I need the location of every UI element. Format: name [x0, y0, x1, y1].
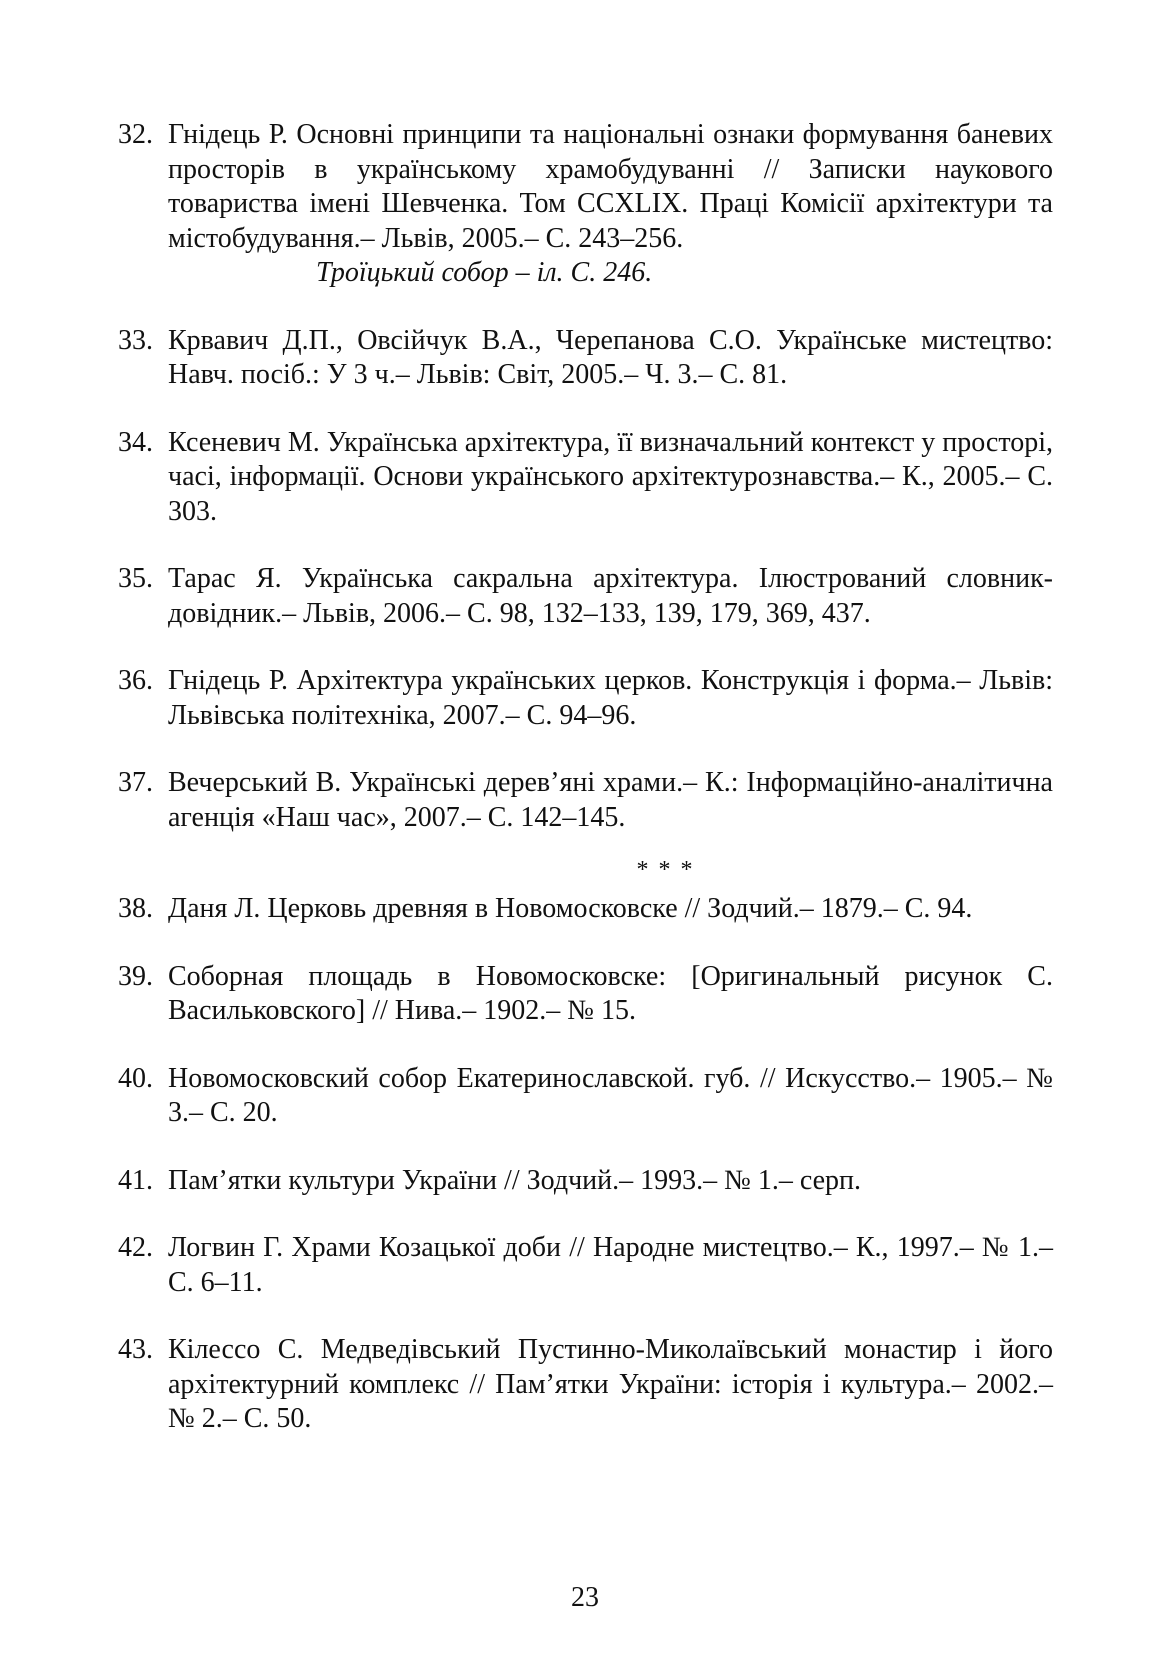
entry-number: 41.: [118, 1164, 153, 1196]
entry-number: 37.: [118, 767, 153, 798]
entry-text: Соборная площадь в Новомосковске: [Оригинальный рисунок С. Васильковского] // Нива.– 1902.– № 15.: [168, 960, 1053, 1026]
entry-text: Крвавич Д.П., Овсійчук В.А., Черепанова С.О. Українське мистецтво: Навч. посіб.: У 3 ч.– Львів: Світ, 2005.– Ч. 3.– С. 81.: [168, 324, 1053, 390]
section-separator: * * *: [636, 857, 695, 883]
bibliography-entry-40: [118, 1062, 1053, 1131]
entry-number: 38.: [118, 893, 153, 924]
entry-text: Новомосковский собор Екатеринославской. губ. // Искусство.– 1905.– № 3.– С. 20.: [168, 1062, 1053, 1128]
entry-number: 34.: [118, 426, 153, 458]
bibliography-list: [118, 118, 1053, 1470]
bibliography-entry-38: [118, 892, 1053, 927]
entry-number: 42.: [118, 1232, 153, 1263]
entry-number: 39.: [118, 960, 153, 992]
bibliography-entry-42: [118, 1231, 1053, 1300]
entry-text: [168, 118, 1053, 291]
entry-number: 36.: [118, 665, 153, 696]
entry-number: 43.: [118, 1334, 153, 1365]
bibliography-entry-33: [118, 324, 1053, 393]
entry-note: Троїцький собор – іл. С. 246.: [316, 257, 653, 288]
bibliography-entry-37: [118, 766, 1053, 835]
bibliography-entry-41: [118, 1164, 1053, 1199]
entry-text: Гнідець Р. Архітектура українських церков. Конструкція і форма.– Львів: Львівська політехніка, 2007.– С. 94–96.: [168, 665, 1053, 731]
entry-text: Логвин Г. Храми Козацької доби // Народне мистецтво.– К., 1997.– № 1.– С. 6–11.: [168, 1232, 1053, 1298]
bibliography-entry-35: [118, 562, 1053, 631]
entry-text: Даня Л. Церковь древняя в Новомосковске // Зодчий.– 1879.– С. 94.: [168, 893, 973, 924]
bibliography-entry-32: [118, 118, 1053, 291]
entry-text: Пам’ятки культури України // Зодчий.– 1993.– № 1.– серп.: [168, 1164, 862, 1196]
entry-number: 35.: [118, 563, 153, 594]
bibliography-entry-43: [118, 1333, 1053, 1437]
entry-text: Ксеневич М. Українська архітектура, її визначальний контекст у просторі, часі, інформації. Основи українського архітектурознавства.– К., 2005.– С. 303.: [168, 426, 1053, 527]
bibliography-entry-34: [118, 426, 1053, 530]
entry-text: Тарас Я. Українська сакральна архітектура. Ілюстрований словник-довідник.– Львів, 2006.– С. 98, 132–133, 139, 179, 369, 437.: [168, 563, 1053, 629]
entry-text: Вечерський В. Українські дерев’яні храми.– К.: Інформаційно-аналітична агенція «Наш час», 2007.– С. 142–145.: [168, 767, 1053, 833]
bibliography-entry-39: [118, 960, 1053, 1029]
entry-text: Кілессо С. Медведівський Пустинно-Миколаївський монастир і його архітектурний комплекс // Пам’ятки України: історія і культура.– 2002.– № 2.– С. 50.: [168, 1334, 1053, 1434]
entry-number: 40.: [118, 1062, 153, 1094]
bibliography-entry-36: [118, 664, 1053, 733]
entry-number: 32.: [118, 119, 153, 150]
page-number: 23: [571, 1582, 599, 1613]
entry-number: 33.: [118, 324, 153, 356]
entry-citation: Гнідець Р. Основні принципи та національні ознаки формування баневих просторів в українському храмобудуванні // Записки наукового товариства імені Шевченка. Том CCXLIX. Праці Комісії архітектури та містобудування.– Львів, 2005.– С. 243–256.: [168, 119, 1053, 254]
